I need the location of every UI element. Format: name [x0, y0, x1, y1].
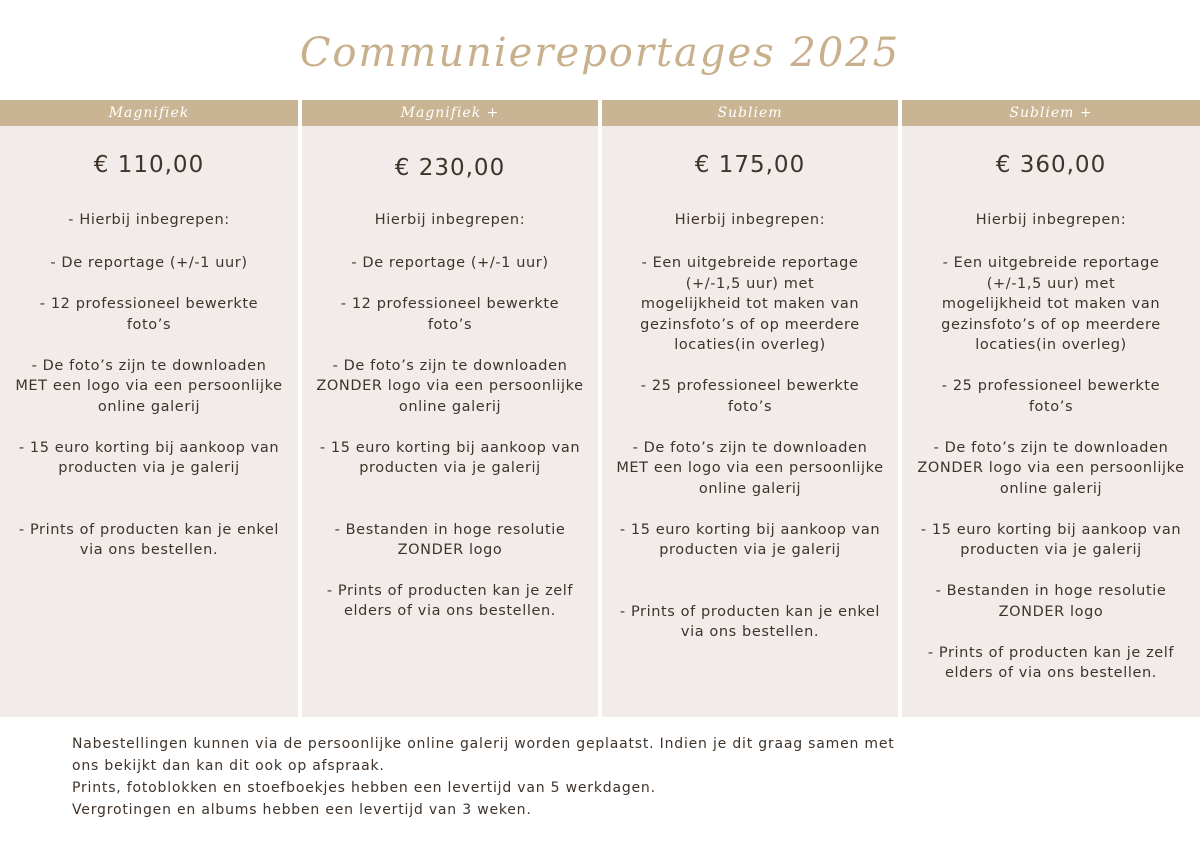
feature-line: gezinsfoto’s of op meerdere [941, 317, 1161, 333]
feature-line: - 15 euro korting bij aankoop van [619, 522, 881, 538]
feature-line: online galerij [97, 399, 201, 415]
feature-line: producten via je galerij [659, 542, 841, 558]
feature-line: - De reportage (+/-1 uur) [351, 255, 549, 271]
feature-line: mogelijkheid tot maken van [640, 296, 860, 312]
feature-line: - 25 professioneel bewerkte [640, 378, 860, 394]
footer-notes [72, 733, 895, 821]
feature-line: Hierbij inbegrepen: [674, 212, 826, 228]
feature-line: foto’s [427, 317, 473, 333]
feature-line: - Bestanden in hoge resolutie [334, 522, 566, 538]
feature-line: - Een uitgebreide reportage [942, 255, 1160, 271]
feature-line: via ons bestellen. [79, 542, 219, 558]
feature-line: locaties(in overleg) [975, 337, 1127, 353]
footer-line: Prints, fotoblokken en stoefboekjes hebben een levertijd van 5 werkdagen. [72, 780, 656, 796]
package-subliem-plus [902, 100, 1200, 717]
package-name: Subliem [602, 100, 898, 126]
feature-line: Hierbij inbegrepen: [975, 212, 1127, 228]
feature-line: - 15 euro korting bij aankoop van [18, 440, 280, 456]
feature-line: MET een logo via een persoonlijke [616, 460, 884, 476]
feature-line: - Prints of producten kan je zelf [326, 583, 574, 599]
feature-line: producten via je galerij [359, 460, 541, 476]
footer-line: Nabestellingen kunnen via de persoonlijke online galerij worden geplaatst. Indien je dit graag samen met [72, 736, 895, 752]
feature-line: foto’s [727, 399, 773, 415]
feature-line: - Prints of producten kan je zelf [927, 645, 1175, 661]
feature-line: online galerij [398, 399, 502, 415]
package-price: € 230,00 [394, 155, 506, 181]
package-name: Magnifiek + [302, 100, 598, 126]
package-name: Magnifiek [0, 100, 298, 126]
package-subliem [602, 100, 898, 717]
feature-line: - De foto’s zijn te downloaden [632, 440, 868, 456]
feature-line: - De foto’s zijn te downloaden [332, 358, 568, 374]
package-columns [0, 100, 1200, 717]
feature-line: - Hierbij inbegrepen: [68, 212, 230, 228]
feature-line: Hierbij inbegrepen: [374, 212, 526, 228]
feature-line: - De foto’s zijn te downloaden [933, 440, 1169, 456]
feature-line: locaties(in overleg) [674, 337, 826, 353]
feature-line: ZONDER logo via een persoonlijke [316, 378, 584, 394]
feature-line: - De reportage (+/-1 uur) [50, 255, 248, 271]
feature-line: elders of via ons bestellen. [945, 665, 1157, 681]
footer-line: ons bekijkt dan kan dit ook op afspraak. [72, 758, 385, 774]
feature-line: - 25 professioneel bewerkte [941, 378, 1161, 394]
feature-line: ZONDER logo [397, 542, 503, 558]
feature-line: ZONDER logo via een persoonlijke [917, 460, 1185, 476]
package-name: Subliem + [902, 100, 1200, 126]
package-magnifiek [0, 100, 298, 717]
feature-line: elders of via ons bestellen. [344, 603, 556, 619]
feature-line: - Bestanden in hoge resolutie [935, 583, 1167, 599]
feature-line: - 12 professioneel bewerkte [340, 296, 560, 312]
package-magnifiek-plus [302, 100, 598, 717]
feature-line: - Prints of producten kan je enkel [619, 604, 881, 620]
feature-line: - 12 professioneel bewerkte [39, 296, 259, 312]
feature-line: - Prints of producten kan je enkel [18, 522, 280, 538]
feature-line: via ons bestellen. [680, 624, 820, 640]
package-price: € 175,00 [694, 152, 806, 178]
feature-line: foto’s [1028, 399, 1074, 415]
feature-line: MET een logo via een persoonlijke [15, 378, 283, 394]
feature-line: producten via je galerij [960, 542, 1142, 558]
feature-line: producten via je galerij [58, 460, 240, 476]
page-title: Communiereportages 2025 [299, 30, 901, 76]
feature-line: online galerij [698, 481, 802, 497]
package-price: € 360,00 [995, 152, 1107, 178]
feature-line: online galerij [999, 481, 1103, 497]
feature-line: mogelijkheid tot maken van [941, 296, 1161, 312]
feature-line: - 15 euro korting bij aankoop van [920, 522, 1182, 538]
feature-line: gezinsfoto’s of op meerdere [640, 317, 860, 333]
feature-line: - Een uitgebreide reportage [641, 255, 859, 271]
feature-line: ZONDER logo [998, 604, 1104, 620]
feature-line: foto’s [126, 317, 172, 333]
footer-line: Vergrotingen en albums hebben een levertijd van 3 weken. [72, 802, 532, 818]
package-price: € 110,00 [93, 152, 205, 178]
feature-line: - De foto’s zijn te downloaden [31, 358, 267, 374]
feature-line: - 15 euro korting bij aankoop van [319, 440, 581, 456]
feature-line: (+/-1,5 uur) met [986, 276, 1116, 292]
feature-line: (+/-1,5 uur) met [685, 276, 815, 292]
